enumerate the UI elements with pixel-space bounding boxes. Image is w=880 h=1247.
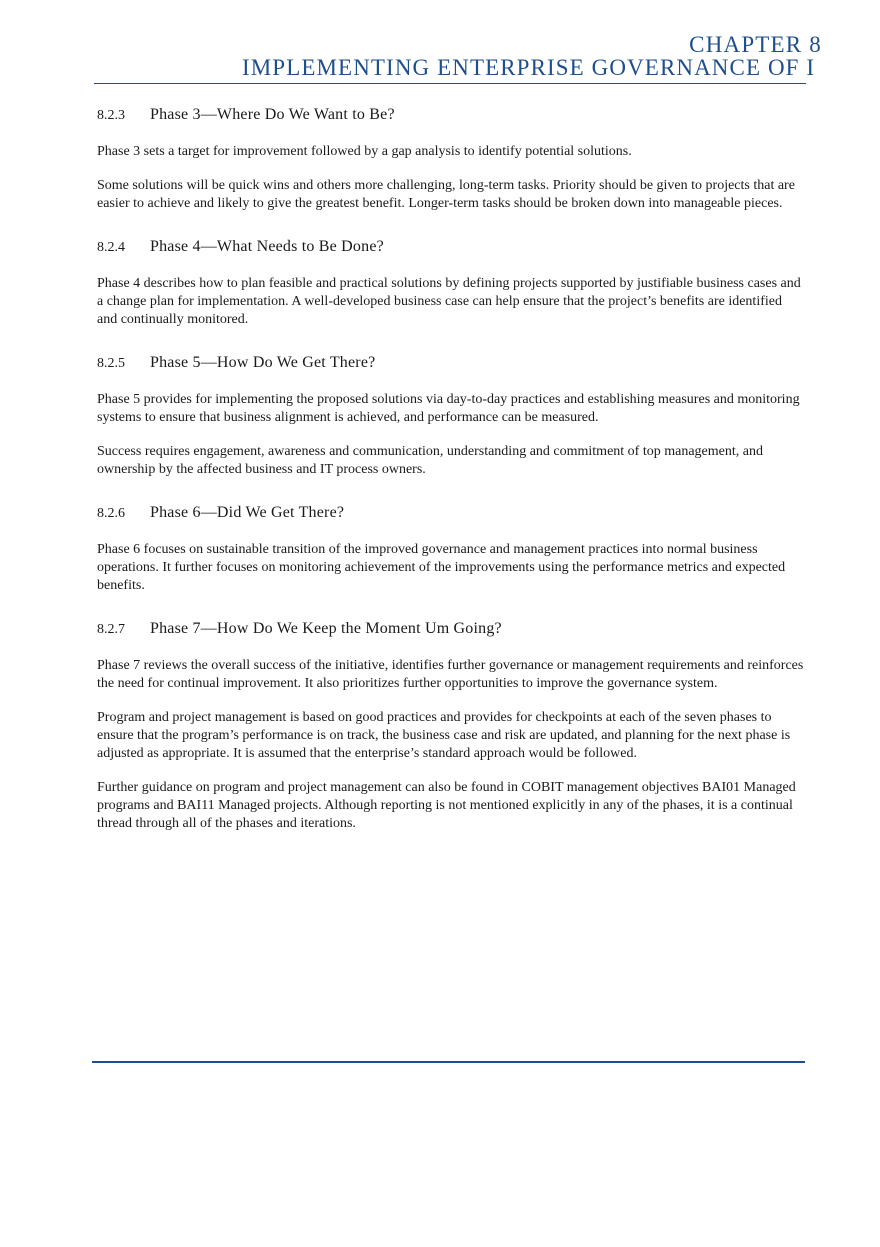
chapter-number: CHAPTER 8: [689, 32, 822, 57]
section-heading-8-2-7: [97, 620, 805, 638]
section-title: Phase 5—How Do We Get There?: [150, 354, 376, 371]
section-number: 8.2.7: [97, 622, 125, 637]
section-heading-8-2-4: [97, 238, 805, 256]
section-number: 8.2.6: [97, 506, 125, 521]
section-number: 8.2.5: [97, 356, 125, 371]
page-header: [0, 31, 880, 91]
section-title: Phase 7—How Do We Keep the Moment Um Going?: [150, 620, 502, 637]
paragraph: Success requires engagement, awareness and communication, understanding and commitment of top management, and ownership by the affected business and IT process owners.: [97, 444, 763, 477]
section-title: Phase 3—Where Do We Want to Be?: [150, 106, 395, 123]
section-title: Phase 4—What Needs to Be Done?: [150, 238, 384, 255]
section-title: Phase 6—Did We Get There?: [150, 504, 345, 521]
paragraph: Phase 7 reviews the overall success of the initiative, identifies further governance or management requirements and reinforces the need for continual improvement. It also prioritizes further opportunities to improve the governance system.: [97, 658, 804, 691]
footer-divider: [92, 1061, 805, 1063]
paragraph: Phase 6 focuses on sustainable transition of the improved governance and management practices into normal business operations. It further focuses on monitoring achievement of the improvements using the performance metrics and expected benefits.: [97, 542, 786, 593]
section-number: 8.2.4: [97, 240, 125, 255]
main-content: [97, 100, 805, 833]
paragraph: Program and project management is based on good practices and provides for checkpoints at each of the seven phases to ensure that the program’s performance is on track, the business case and risk are updated, and planning for the next phase is adjusted as appropriate. It is assumed that the enterprise’s standard approach would be followed.: [97, 710, 791, 761]
paragraph: Phase 5 provides for implementing the proposed solutions via day-to-day practices and establishing measures and monitoring systems to ensure that business alignment is achieved, and performance can be measured.: [97, 392, 800, 425]
paragraph: Phase 4 describes how to plan feasible and practical solutions by defining projects supported by justifiable business cases and a change plan for implementation. A well-developed business case can help ensure that the project’s benefits are identified and continually monitored.: [97, 276, 801, 327]
paragraph: Some solutions will be quick wins and others more challenging, long-term tasks. Priority should be given to projects that are easier to achieve and likely to give the greatest benefit. Longer-term tasks should be broken down into manageable pieces.: [97, 178, 795, 211]
header-divider: [94, 83, 806, 84]
chapter-title: IMPLEMENTING ENTERPRISE GOVERNANCE OF I: [242, 55, 816, 80]
paragraph: Further guidance on program and project management can also be found in COBIT management objectives BAI01 Managed programs and BAI11 Managed projects. Although reporting is not mentioned explicitly in any of the phases, it is a continual thread through all of the phases and iterations.: [97, 780, 796, 831]
paragraph: Phase 3 sets a target for improvement followed by a gap analysis to identify potential solutions.: [97, 144, 632, 159]
section-heading-8-2-3: [97, 106, 805, 124]
section-heading-8-2-5: [97, 354, 805, 372]
section-number: 8.2.3: [97, 108, 125, 123]
section-heading-8-2-6: [97, 504, 805, 522]
